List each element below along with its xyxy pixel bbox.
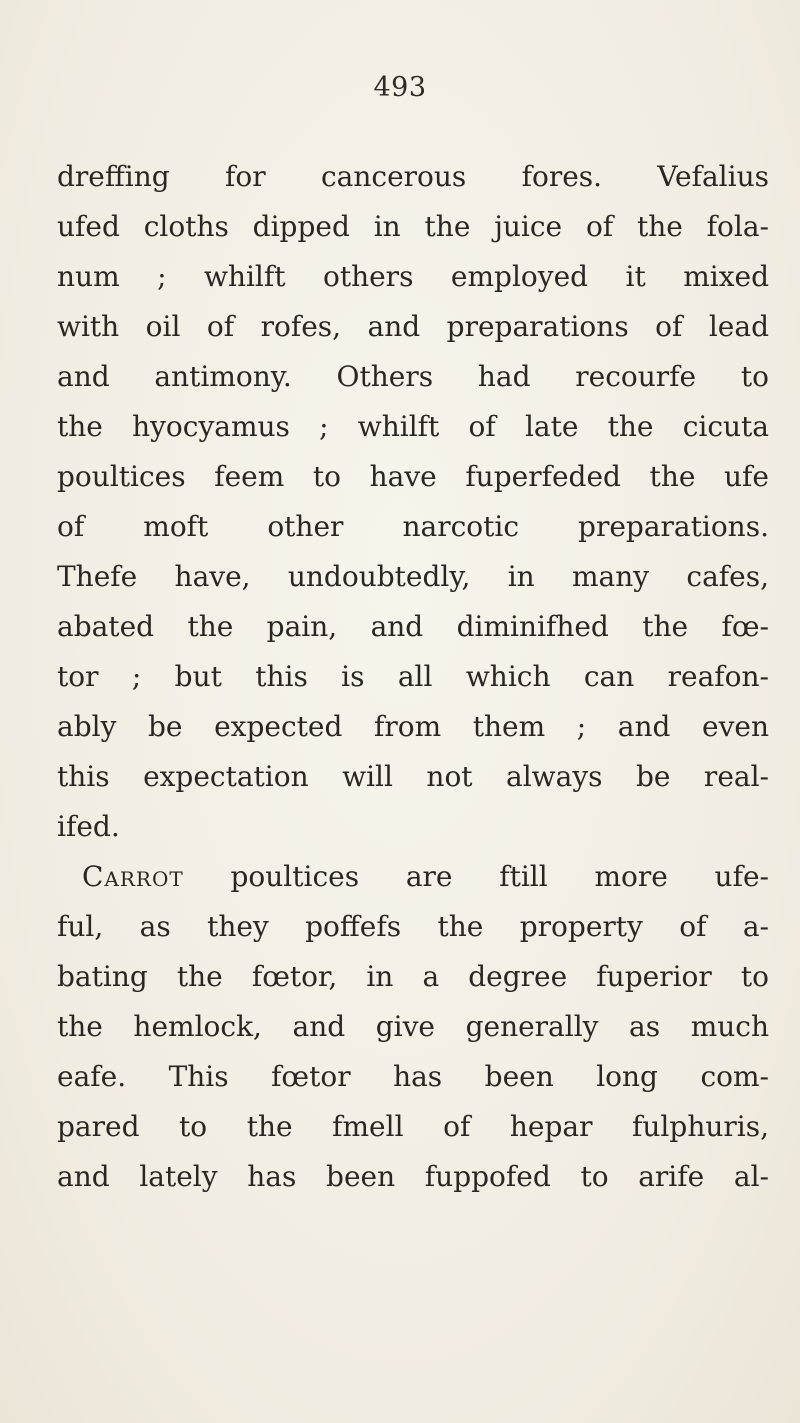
text-line: ifed. [57, 810, 120, 843]
text-line: ful, as they poffefs the property of a- [57, 910, 769, 943]
text-line: poultices feem to have fuperfeded the ufe [57, 460, 769, 493]
text-line: dreffing for cancerous fores. Vefalius [57, 160, 769, 193]
text-line: ufed cloths dipped in the juice of the fola- [57, 210, 769, 243]
text-line: abated the pain, and diminifhed the fœ- [57, 610, 769, 643]
text-line: num ; whilft others employed it mixed [57, 260, 769, 293]
page-number: 493 [373, 72, 427, 103]
text-line: Thefe have, undoubtedly, in many cafes, [57, 560, 769, 593]
first-line-rest: poultices are ftill more ufe- [183, 860, 769, 893]
text-line: and lately has been fuppofed to arife al- [57, 1160, 769, 1193]
text-line: bating the fœtor, in a degree fuperior to [57, 960, 769, 993]
text-line: the hemlock, and give generally as much [57, 1010, 769, 1043]
text-line: ably be expected from them ; and even [57, 710, 769, 743]
text-line: the hyocyamus ; whilft of late the cicuta [57, 410, 769, 443]
paragraph-2 [57, 852, 769, 1202]
text-line: tor ; but this is all which can reafon- [57, 660, 769, 693]
text-line: with oil of rofes, and preparations of lead [57, 310, 769, 343]
text-line: and antimony. Others had recourfe to [57, 360, 769, 393]
paragraph-1 [57, 152, 769, 852]
text-line: eafe. This fœtor has been long com- [57, 1060, 769, 1093]
text-line: of moft other narcotic preparations. [57, 510, 769, 543]
text-line-first [57, 852, 769, 902]
text-line: this expectation will not always be real- [57, 760, 769, 793]
lead-word: Carrot [82, 860, 184, 893]
text-line: pared to the fmell of hepar fulphuris, [57, 1110, 769, 1143]
